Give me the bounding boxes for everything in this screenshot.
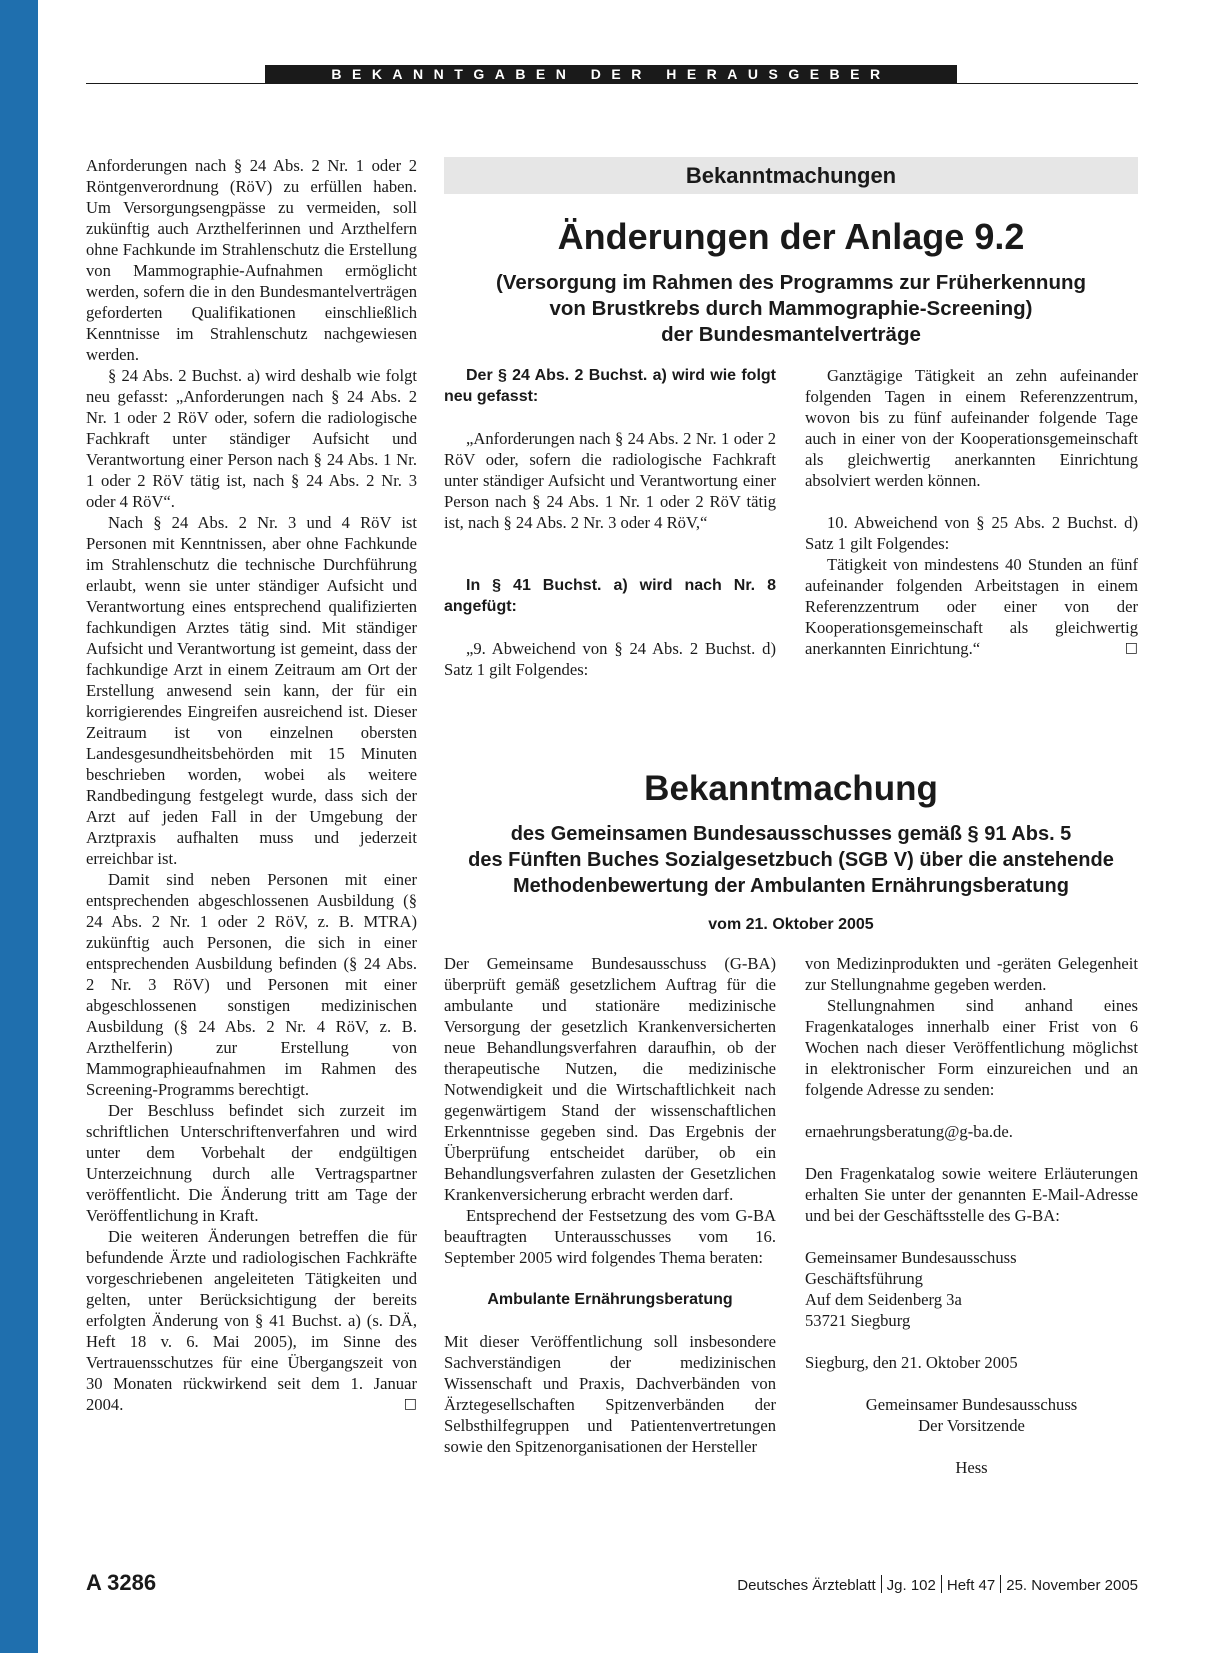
notice1-title: Änderungen der Anlage 9.2 (557, 216, 1025, 257)
notice2-text-1: Der Gemeinsame Bundesausschuss (G-BA) überprüft gemäß gesetzlichem Auftrag für die ambulante und stationäre medizinische Versorgung der gesetzlich Krankenversicherten neue Behandlungsverfahren daraufhin, ob der therapeutische Nutzen, die medizinische Notwendigkeit und die Wirtschaftlichkeit nach gegenwärtigem Stand der wissenschaftlichen Erkenntnisse gegeben sind. Das Ergebnis der Überprüfung entscheidet darüber, ob ein Behandlungsverfahren zulasten der Gesetzlichen Krankenversicherung erbracht werden darf. (444, 954, 776, 1204)
notice2-date: vom 21. Oktober 2005 (708, 916, 874, 933)
notice1-text-3 (805, 554, 1138, 659)
journal-name: Deutsches Ärzteblatt (737, 1577, 876, 1594)
notice2-column-2 (805, 953, 1138, 1478)
blue-sidebar-strip (0, 0, 38, 1653)
signer-name: Hess (955, 1458, 988, 1477)
notice-category-bar: Bekanntmachungen (444, 157, 1138, 194)
left-column (86, 155, 417, 1415)
signer-role: Der Vorsitzende (918, 1416, 1025, 1435)
notice1-column-1 (444, 365, 776, 680)
notice1-heading-2: In § 41 Buchst. a) wird nach Nr. 8 angefügt: (444, 577, 776, 615)
notice2-text-6: Den Fragenkatalog sowie weitere Erläuterungen erhalten Sie unter der genannten E-Mail-Adresse und bei der Geschäftsstelle des G-BA: (805, 1164, 1138, 1225)
header-rule (86, 83, 1138, 84)
end-mark-icon: □ (1124, 640, 1138, 656)
contact-email: ernaehrungsberatung@g-ba.de. (805, 1122, 1013, 1141)
notice2-text-2: Entsprechend der Festsetzung des vom G-BA beauftragten Unterausschusses vom 16. September 2005 wird folgendes Thema beraten: (444, 1206, 776, 1267)
notice1-text-1: Ganztägige Tätigkeit an zehn aufeinander folgenden Tagen in einem Referenzzentrum, wovon bis zu fünf aufeinander folgende Tage auch in einer von der Kooperationsgemeinschaft als gleichwertig anerkannten Einrichtung absolviert werden können. (805, 366, 1138, 490)
left-paragraph-6-text: Die weiteren Änderungen betreffen die für befundende Ärzte und radiologischen Fachkräfte vorgeschriebenen angeleiteten Tätigkeiten und gelten, unter Berücksichtigung der bereits erfolgten Änderung von § 41 Buchst. a) (s. DÄ, Heft 18 v. 6. Mai 2005), im Sinne des Vertrauensschutzes für eine Übergangszeit von 30 Monaten rückwirkend seit dem 1. Januar 2004. (86, 1227, 417, 1414)
notice1-quote-2: „9. Abweichend von § 24 Abs. 2 Buchst. d) Satz 1 gilt Folgendes: (444, 639, 776, 679)
notice1-column-2 (805, 365, 1138, 659)
notice1-text-2: 10. Abweichend von § 25 Abs. 2 Buchst. d) Satz 1 gilt Folgendes: (805, 513, 1138, 553)
page-number: A 3286 (86, 1570, 157, 1595)
left-paragraph-6 (86, 1226, 417, 1415)
notice2-text-4: von Medizinprodukten und -geräten Gelegenheit zur Stellungnahme gegeben werden. (805, 954, 1138, 994)
footer-citation (737, 1575, 1138, 1594)
left-paragraph-3: Nach § 24 Abs. 2 Nr. 3 und 4 RöV ist Personen mit Kenntnissen, aber ohne Fachkunde im Strahlenschutz die technische Durchführung erlaubt, wenn sie unter ständiger Aufsicht und Verantwortung eines entsprechend qualifizierten fachkundigen Arztes tätig sind. Mit ständiger Aufsicht und Verantwortung ist gemeint, dass der fachkundige Arzt in einem Zeitraum am Ort der Erstellung anwesend sein kann, der für ein korrigierendes Eingreifen ausreichend ist. Dieser Zeitraum ist von einzelnen obersten Landesgesundheitsbehörden mit 15 Minuten beschrieben worden, wobei als weitere Randbedingung festgelegt wurde, dass sich der Arzt auf jeden Fall in der Umgebung der Arztpraxis aufhalten muss und jederzeit erreichbar ist. (86, 513, 417, 868)
notice1-quote-1: „Anforderungen nach § 24 Abs. 2 Nr. 1 oder 2 RöV oder, sofern die radiologische Fachkraft unter ständiger Aufsicht und Verantwortung einer Person nach § 24 Abs. 1 Nr. 1 oder 2 RöV tätig ist, nach § 24 Abs. 2 Nr. 3 oder 4 RöV,“ (444, 429, 776, 532)
notice1-heading-1: Der § 24 Abs. 2 Buchst. a) wird wie folgt neu gefasst: (444, 367, 776, 405)
left-paragraph-2: § 24 Abs. 2 Buchst. a) wird deshalb wie folgt neu gefasst: „Anforderungen nach § 24 Abs. 2 Nr. 1 oder 2 RöV oder, sofern die radiologische Fachkraft unter ständiger Aufsicht und Verantwortung einer Person nach § 24 Abs. 1 Nr. 1 oder 2 RöV tätig ist, nach § 24 Abs. 2 Nr. 3 oder 4 RöV“. (86, 366, 417, 511)
notice1-text-3-body: Tätigkeit von mindestens 40 Stunden an fünf aufeinander folgenden Arbeitstagen in einem Referenzzentrum oder einer von der Kooperationsgemeinschaft als gleichwertig anerkannten Einrichtung.“ (805, 555, 1138, 658)
notice1-subtitle-line: der Bundesmantelverträge (661, 323, 921, 346)
notice2-subtitle-line: des Gemeinsamen Bundesausschusses gemäß § 91 Abs. 5 (510, 823, 1072, 845)
notice2-column-1 (444, 953, 776, 1457)
journal-date: 25. November 2005 (1006, 1577, 1138, 1594)
notice2-topic: Ambulante Ernährungsberatung (487, 1291, 733, 1308)
section-header: BEKANNTGABEN DER HERAUSGEBER (265, 65, 957, 84)
place-date: Siegburg, den 21. Oktober 2005 (805, 1353, 1018, 1372)
notice2-title: Bekanntmachung (644, 769, 938, 808)
notice1-subtitle-line: von Brustkrebs durch Mammographie-Screening) (549, 297, 1033, 320)
address-line: 53721 Siegburg (805, 1311, 911, 1330)
end-mark-icon: □ (403, 1396, 417, 1412)
notice2-subtitle (444, 821, 1138, 899)
address-line: Auf dem Seidenberg 3a (805, 1290, 962, 1309)
left-paragraph-1: Anforderungen nach § 24 Abs. 2 Nr. 1 oder 2 Röntgenverordnung (RöV) zu erfüllen haben. Um Versorgungsengpässe zu vermeiden, soll zukünftig auch Arzthelferinnen und Arzthelfern ohne Fachkunde im Strahlenschutz die Erstellung von Mammographie-Aufnahmen ermöglicht werden, sofern die in den Bundesmantelverträgen geforderten Qualifikationen einschließlich Kenntnisse im Strahlenschutz nachgewiesen werden. (86, 156, 417, 364)
journal-issue: Heft 47 (946, 1577, 996, 1594)
address-line: Gemeinsamer Bundesausschuss (805, 1248, 1017, 1267)
notice2-text-5: Stellungnahmen sind anhand eines Fragenkataloges innerhalb einer Frist von 6 Wochen nach dieser Veröffentlichung möglichst in elektronischer Form einzureichen und an folgende Adresse zu senden: (805, 996, 1138, 1099)
signer-organization: Gemeinsamer Bundesausschuss (865, 1395, 1078, 1414)
notice2-subtitle-line: des Fünften Buches Sozialgesetzbuch (SGB V) über die anstehende (468, 849, 1114, 871)
notice1-subtitle (444, 270, 1138, 348)
left-paragraph-4: Damit sind neben Personen mit einer entsprechenden abgeschlossenen Ausbildung (§ 24 Abs. 2 Nr. 1 oder 2 RöV, z. B. MTRA) zukünftig auch Personen, die sich in einer entsprechenden Ausbildung befinden (§ 24 Abs. 2 Nr. 3 RöV) und Personen mit einer abgeschlossenen sonstigen medizinischen Ausbildung (§ 24 Abs. 2 Nr. 4 RöV, z. B. Arzthelferin) zur Erstellung von Mammographieaufnahmen im Rahmen des Screening-Programms berechtigt. (86, 870, 417, 1099)
left-paragraph-5: Der Beschluss befindet sich zurzeit im schriftlichen Unterschriftenverfahren und wird unter dem Vorbehalt der endgültigen Unterzeichnung durch alle Vertragspartner veröffentlicht. Die Änderung tritt am Tage der Veröffentlichung in Kraft. (86, 1101, 417, 1225)
journal-volume: Jg. 102 (886, 1577, 936, 1594)
address-line: Geschäftsführung (805, 1269, 923, 1288)
notice2-text-3: Mit dieser Veröffentlichung soll insbesondere Sachverständigen der medizinischen Wissenschaft und Praxis, Dachverbänden von Ärztegesellschaften Spitzenverbänden der Selbsthilfegruppen und Patientenvertretungen sowie den Spitzenorganisationen der Hersteller (444, 1332, 776, 1456)
notice2-subtitle-line: Methodenbewertung der Ambulanten Ernährungsberatung (513, 875, 1069, 897)
notice1-subtitle-line: (Versorgung im Rahmen des Programms zur Früherkennung (495, 271, 1087, 294)
